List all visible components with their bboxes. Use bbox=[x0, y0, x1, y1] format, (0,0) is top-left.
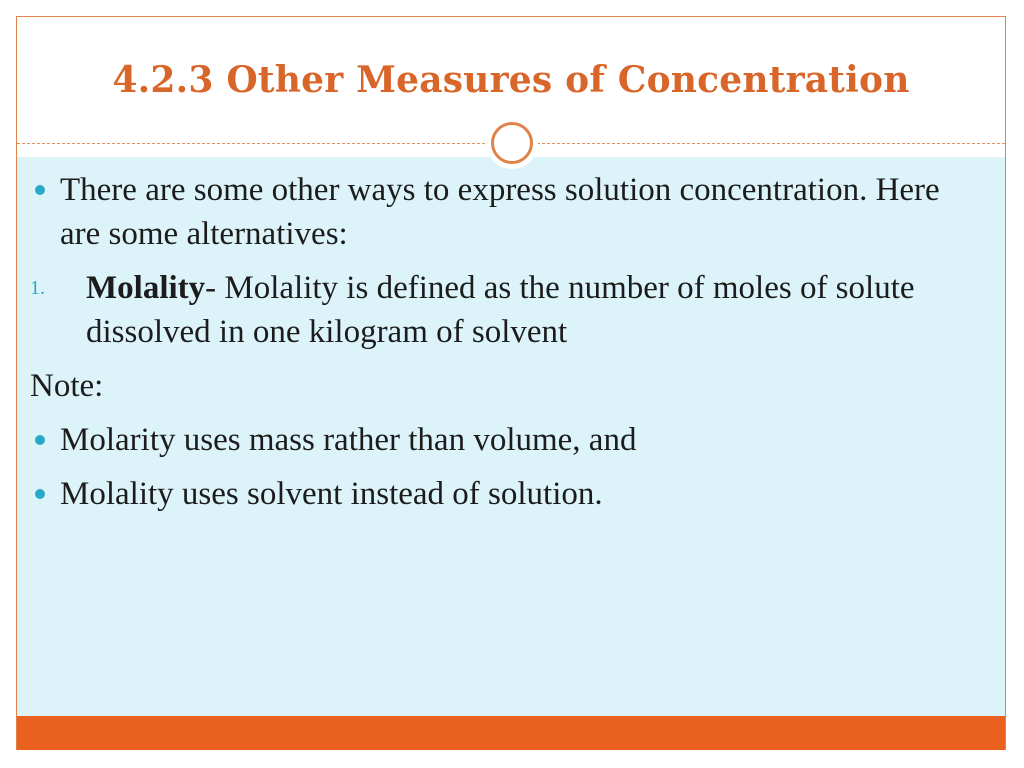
footer-bar bbox=[17, 716, 1005, 750]
term-molality: Molality bbox=[86, 270, 206, 306]
note-bullet-text: Molarity uses mass rather than volume, and bbox=[60, 422, 637, 458]
note-bullet-text: Molality uses solvent instead of solution. bbox=[60, 476, 603, 512]
bullet-icon bbox=[35, 489, 45, 499]
molality-definition: - Molality is defined as the number of moles of solute dissolved in one kilogram of solvent bbox=[86, 270, 915, 350]
intro-text: There are some other ways to express solution concentration. Here are some alternatives: bbox=[60, 172, 940, 252]
number-marker: 1. bbox=[30, 277, 45, 299]
circle-ornament-icon bbox=[486, 117, 538, 169]
note-bullet-2 bbox=[30, 472, 980, 516]
intro-bullet bbox=[30, 168, 980, 256]
bullet-icon bbox=[35, 435, 45, 445]
ornament-ring bbox=[491, 122, 533, 164]
slide-title: 4.2.3 Other Measures of Concentration bbox=[112, 59, 910, 101]
slide-body bbox=[30, 168, 980, 526]
bullet-icon bbox=[35, 185, 45, 195]
numbered-item-1 bbox=[30, 266, 980, 354]
note-label: Note: bbox=[30, 368, 104, 404]
note-bullet-1 bbox=[30, 418, 980, 462]
